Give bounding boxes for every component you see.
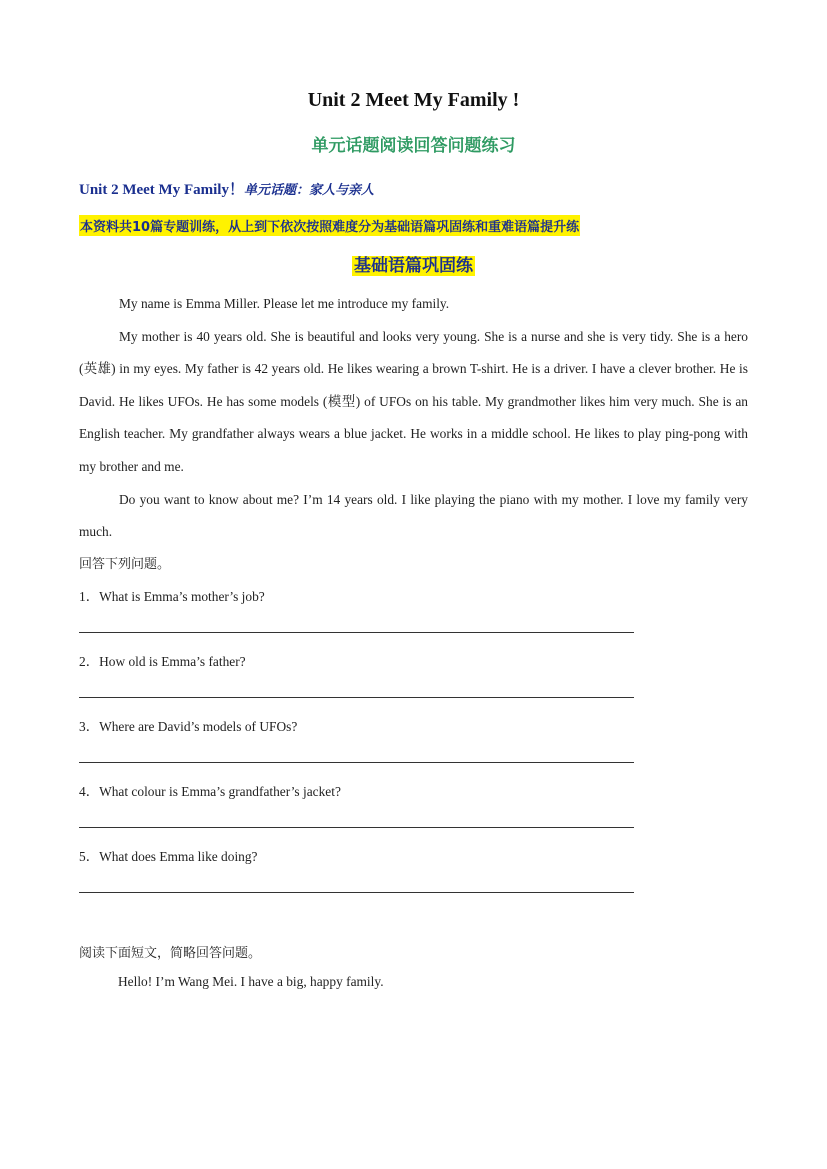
- unit-topic-zh: 单元话题：家人与亲人: [243, 183, 374, 198]
- section-heading: [0, 251, 827, 276]
- section-heading-text: 基础语篇巩固练: [354, 256, 473, 276]
- passage-paragraph: My mother is 40 years old. She is beautiful and looks very young. She is a nurse and she is very tidy. She is a hero (英雄) in my eyes. My father is 42 years old. He likes wearing a brown T-shirt. He is a driver. I have a clever brother. He is David. He likes UFOs. He has some models (模型) of UFOs on his table. My grandmother likes him very much. She is an English teacher. My grandfather always wears a blue jacket. He works in a middle school. He likes to play ping-pong with my brother and me.: [79, 328, 748, 474]
- answer-line-5[interactable]: [79, 892, 634, 893]
- question-4: 4．What colour is Emma’s grandfather’s jacket?: [79, 784, 341, 799]
- reading-passage-1: [79, 288, 748, 549]
- answer-line-3[interactable]: [79, 762, 634, 763]
- document-subtitle: 单元话题阅读回答问题练习: [311, 136, 516, 156]
- question-5: 5．What does Emma like doing?: [79, 849, 258, 864]
- passage-2-intro: Hello! I’m Wang Mei. I have a big, happy family.: [118, 974, 384, 989]
- passage-2-instruction: 阅读下面短文，简略回答问题。: [79, 946, 262, 961]
- answer-line-4[interactable]: [79, 827, 634, 828]
- document-title: Unit 2 Meet My Family !: [307, 89, 520, 111]
- answer-line-1[interactable]: [79, 632, 634, 633]
- question-3: 3．Where are David’s models of UFOs?: [79, 719, 298, 734]
- question-2: 2．How old is Emma’s father?: [79, 654, 246, 669]
- passage-paragraph: Do you want to know about me? I’m 14 years old. I like playing the piano with my mother. I love my family very much.: [79, 491, 748, 540]
- passage-paragraph: My name is Emma Miller. Please let me introduce my family.: [119, 296, 450, 311]
- answer-line-2[interactable]: [79, 697, 634, 698]
- unit-topic-en: Unit 2 Meet My Family！: [79, 182, 244, 198]
- question-1: 1．What is Emma’s mother’s job?: [79, 589, 265, 604]
- question-instruction: 回答下列问题。: [79, 557, 171, 572]
- unit-topic-line: [79, 178, 374, 199]
- material-note: 本资料共10篇专题训练，从上到下依次按照难度分为基础语篇巩固练和重难语篇提升练: [79, 215, 580, 236]
